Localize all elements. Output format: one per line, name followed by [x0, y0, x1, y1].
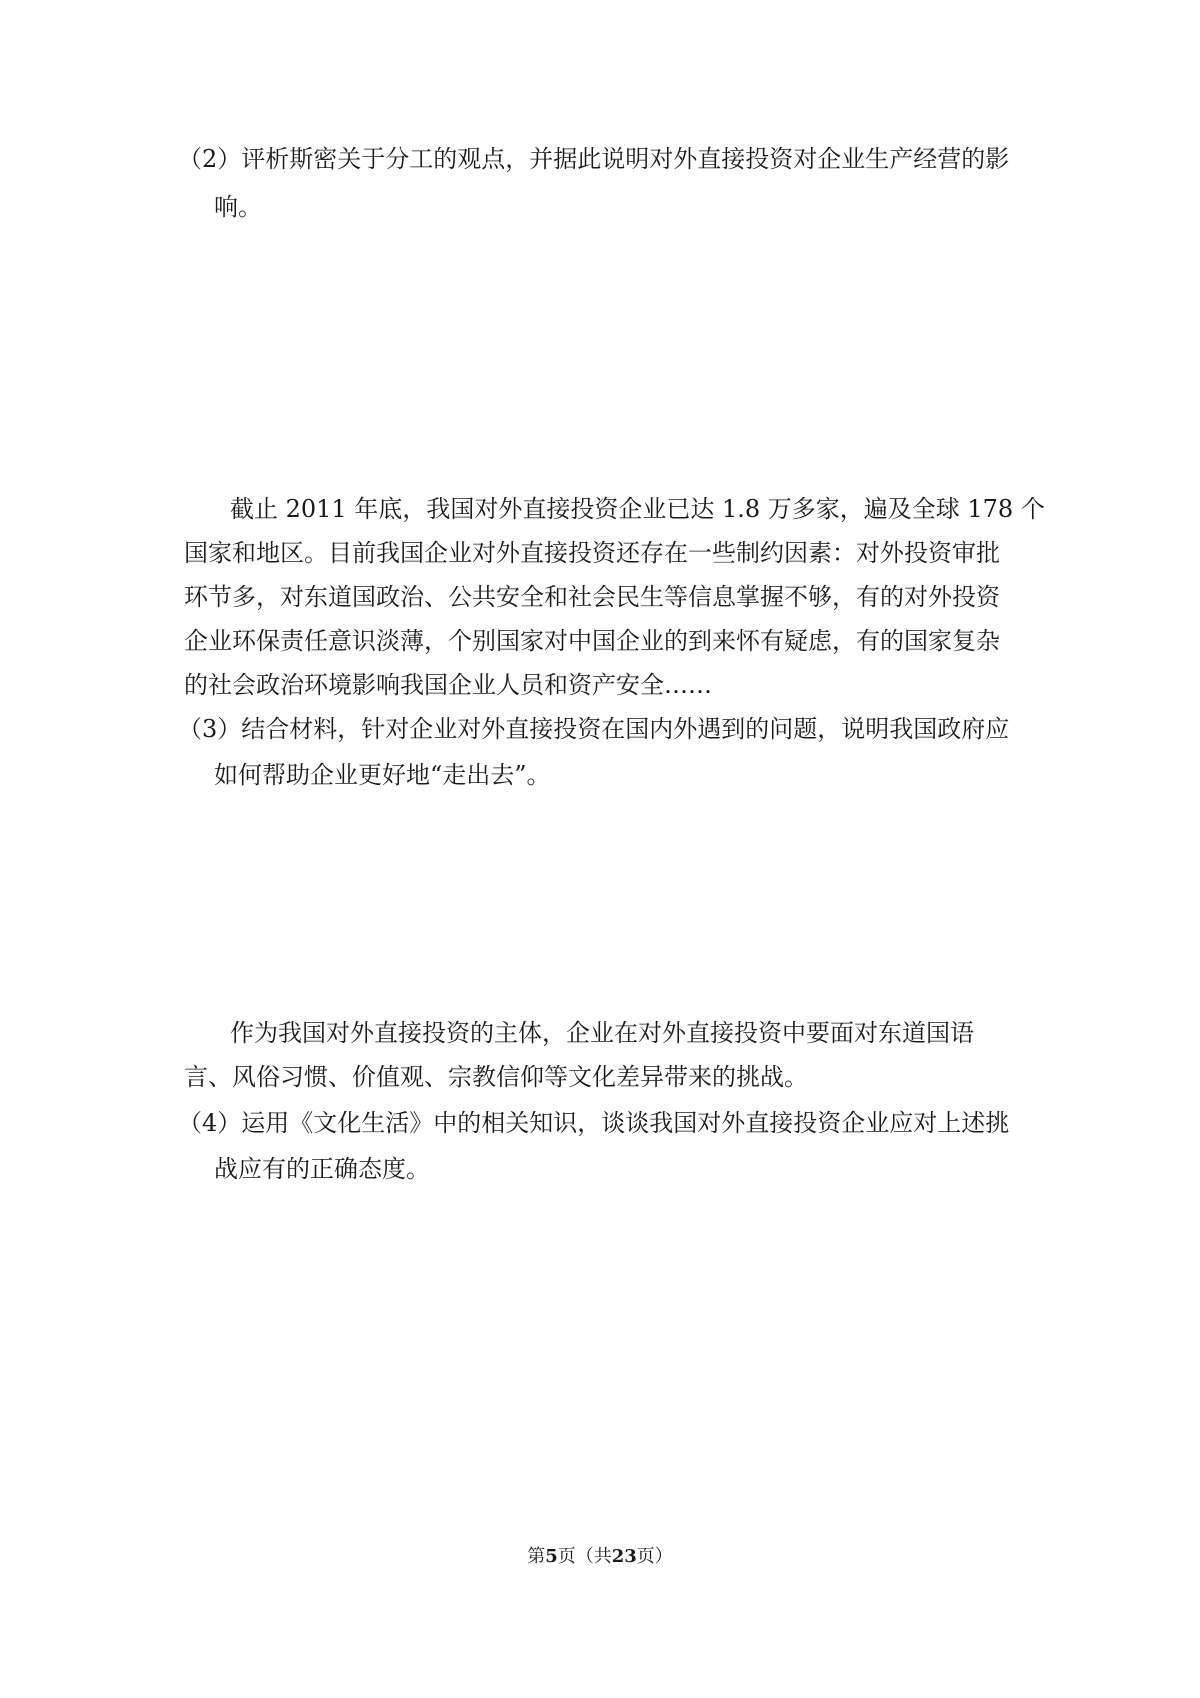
footer-prefix: 第	[527, 1546, 546, 1567]
material-4-line-1: 作为我国对外直接投资的主体，企业在对外直接投资中要面对东道国语	[230, 1019, 974, 1047]
question-4-line-2: 战应有的正确态度。	[214, 1155, 430, 1183]
material-3-line-3: 环节多，对东道国政治、公共安全和社会民生等信息掌握不够，有的对外投资	[184, 583, 1000, 611]
material-3-line-4: 企业环保责任意识淡薄，个别国家对中国企业的到来怀有疑虑，有的国家复杂	[184, 627, 1000, 655]
question-2-line-1: （2）评析斯密关于分工的观点，并据此说明对外直接投资对企业生产经营的影	[178, 145, 1010, 173]
footer-page-number: 5	[545, 1546, 558, 1567]
footer-suffix: 页）	[636, 1546, 673, 1567]
material-4-line-2: 言、风俗习惯、价值观、宗教信仰等文化差异带来的挑战。	[184, 1063, 808, 1091]
footer-total-pages: 23	[611, 1546, 637, 1567]
question-4-line-1: （4）运用《文化生活》中的相关知识，谈谈我国对外直接投资企业应对上述挑	[178, 1109, 1010, 1137]
question-2-line-2: 响。	[214, 193, 262, 221]
page-footer	[0, 1545, 1200, 1569]
material-3-line-5: 的社会政治环境影响我国企业人员和资产安全……	[184, 671, 712, 699]
question-3-line-1: （3）结合材料，针对企业对外直接投资在国内外遇到的问题，说明我国政府应	[178, 715, 1010, 743]
material-3-line-2: 国家和地区。目前我国企业对外直接投资还存在一些制约因素：对外投资审批	[184, 539, 1000, 567]
question-3-line-2: 如何帮助企业更好地“走出去”。	[214, 761, 551, 789]
footer-middle: 页（共	[557, 1546, 612, 1567]
material-3-line-1: 截止 2011 年底，我国对外直接投资企业已达 1.8 万多家，遍及全球 178 个	[230, 495, 1045, 523]
